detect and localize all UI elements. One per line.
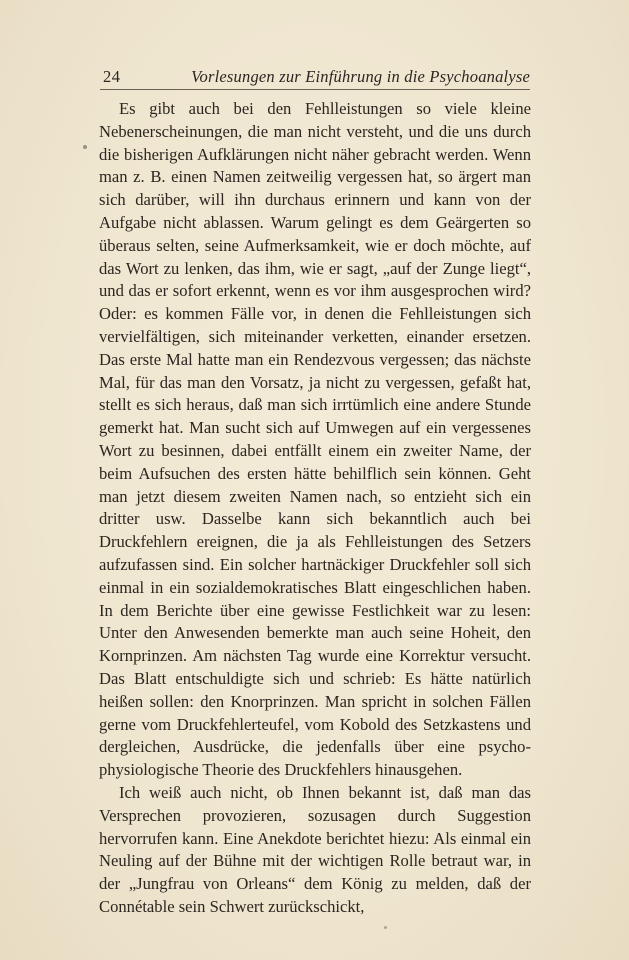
- body-text: [99, 98, 531, 919]
- page-speck: [384, 926, 387, 929]
- paragraph-2: Ich weiß auch nicht, ob Ihnen bekannt ist, daß man das Versprechen provozieren, sozusagen durch Suggestion hervorrufen kann. Eine Anekdote berichtet hiezu: Als einmal ein Neuling auf der Bühne mit der wichtigen Rolle betraut war, in der „Jungfrau von Orleans“ dem König zu melden, daß der Connétable sein Schwert zurückschickt,: [99, 782, 531, 916]
- margin-mark: [83, 145, 87, 149]
- header-rule: [100, 89, 530, 90]
- page-header: [100, 66, 530, 88]
- running-head: Vorlesungen zur Einführung in die Psychoanalyse: [191, 67, 530, 86]
- paragraph-1: Es gibt auch bei den Fehlleistungen so viele kleine Nebenerscheinungen, die man nicht versteht, und die uns durch die bisherigen Aufklärungen nicht näher gebracht werden. Wenn man z. B. einen Namen zeitweilig vergessen hat, so ärgert man sich darüber, will ihn durchaus erinnern und kann von der Aufgabe nicht ablassen. Warum gelingt es dem Geärgerten so überaus selten, seine Aufmerksamkeit, wie er doch möchte, auf das Wort zu lenken, das ihm, wie er sagt, „auf der Zunge liegt“, und das er sofort erkennt, wenn es vor ihm ausgesprochen wird? Oder: es kommen Fälle vor, in denen die Fehlleistungen sich vervielfältigen, sich miteinander verketten, einander ersetzen. Das erste Mal hatte man ein Rendezvous vergessen; das nächste Mal, für das man den Vorsatz, ja nicht zu vergessen, gefaßt hat, stellt es sich heraus, daß man sich irrtümlich eine andere Stunde gemerkt hat. Man sucht sich auf Umwegen auf ein vergessenes Wort zu besinnen, dabei entfällt einem ein zweiter Name, der beim Aufsuchen des ersten hätte behilflich sein können. Geht man jetzt diesem zweiten Namen nach, so entzieht sich ein dritter usw. Dasselbe kann sich bekanntlich auch bei Druckfehlern ereignen, die ja als Fehlleistungen des Setzers aufzufassen sind. Ein solcher hartnäckiger Druckfehler soll sich einmal in ein sozialdemokratisches Blatt eingeschlichen haben. In dem Berichte über eine gewisse Festlichkeit war zu lesen: Unter den Anwesenden bemerkte man auch seine Hoheit, den Kornprinzen. Am nächsten Tag wurde eine Korrektur versucht. Das Blatt entschuldigte sich und schrieb: Es hätte natürlich heißen sollen: den Knorprinzen. Man spricht in solchen Fällen gerne vom Druckfehlerteufel, vom Kobold des Setzkastens und dergleichen, Ausdrücke, die jedenfalls über eine psycho-physiologische Theorie des Druckfehlers hinausgehen.: [99, 99, 531, 780]
- page-number: 24: [103, 67, 121, 86]
